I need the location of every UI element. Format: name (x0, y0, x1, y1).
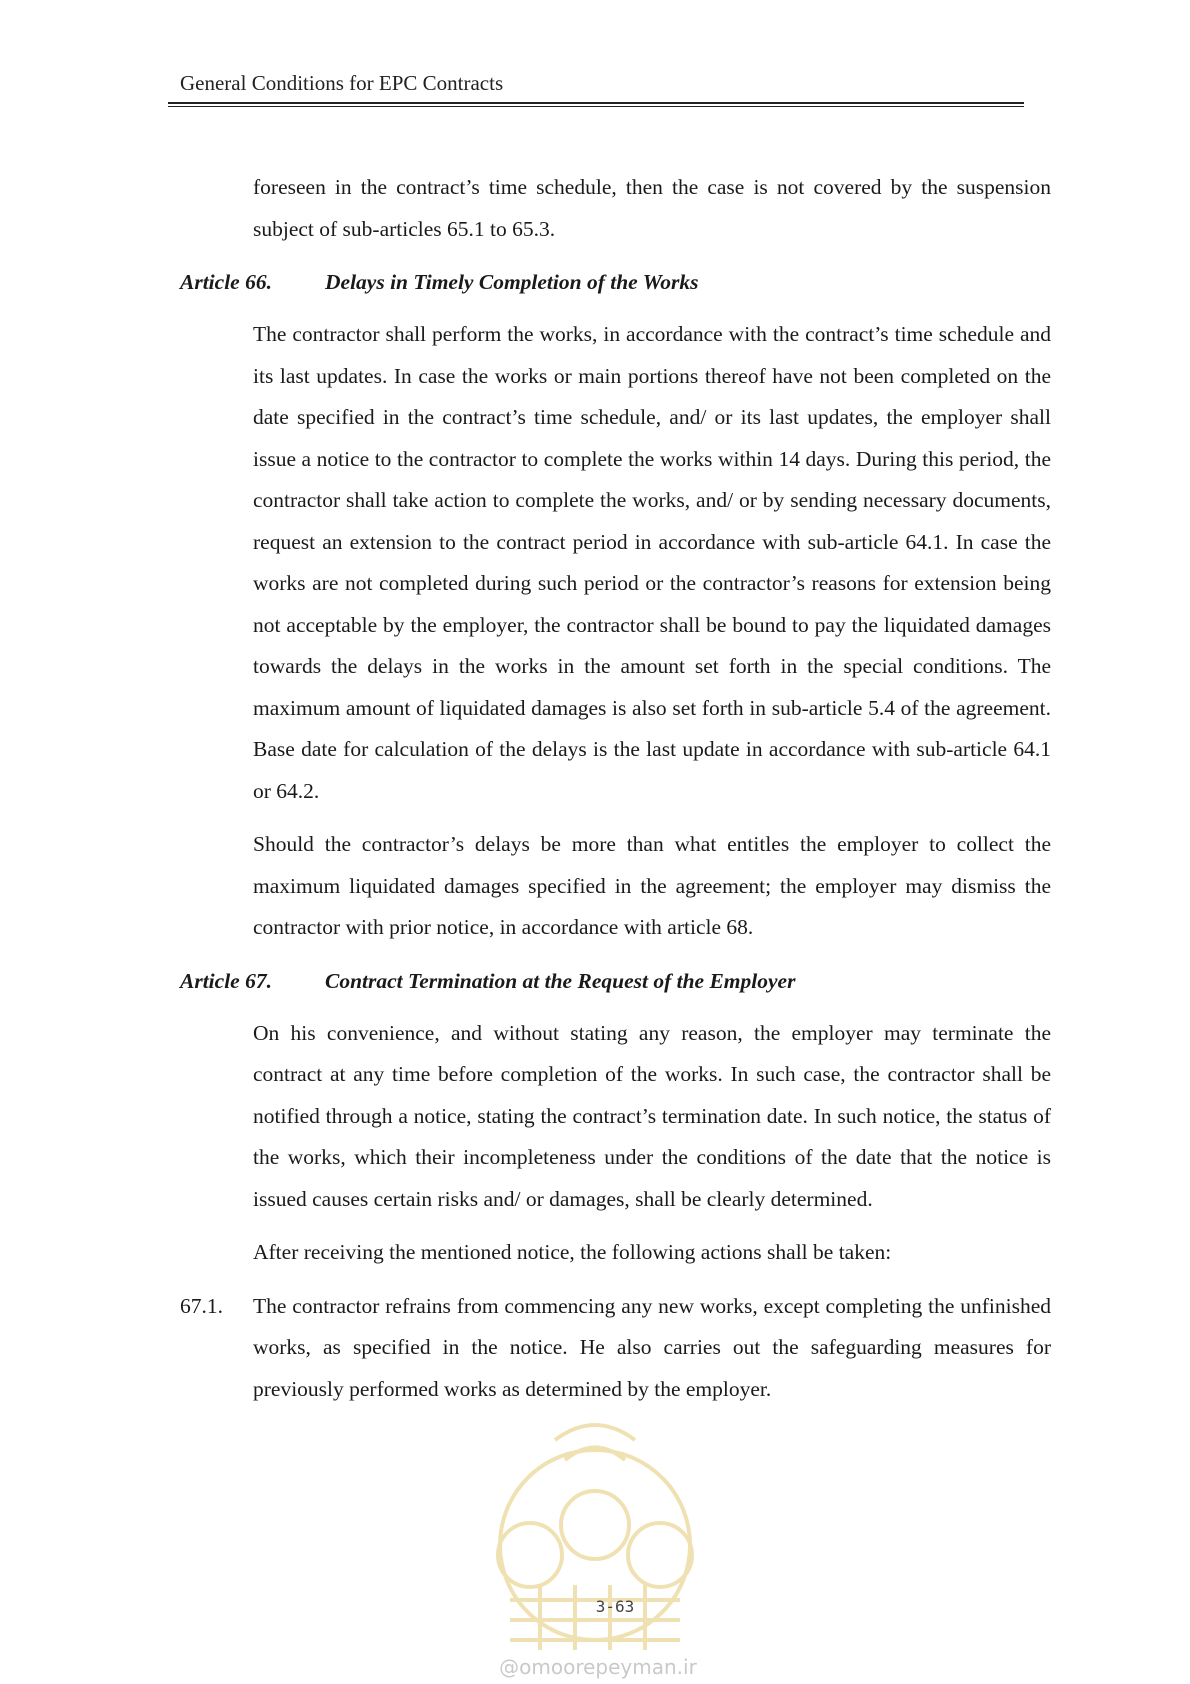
page-header (168, 70, 1024, 107)
header-rule (168, 102, 1024, 104)
article-66-paragraph-2: Should the contractor’s delays be more than what entitles the employer to collect the maximum liquidated damages specified in the agreement; the employer may dismiss the contractor with prior notice, in accordance with article 68. (253, 832, 1051, 939)
continuation-paragraph: foreseen in the contract’s time schedule, then the case is not covered by the suspension subject of sub-articles 65.1 to 65.3. (253, 175, 1051, 241)
article-66-heading (180, 262, 1051, 302)
watermark-text: @omoorepeyman.ir (499, 1655, 697, 1679)
subarticle-number: 67.1. (180, 1293, 223, 1318)
article-67-heading (180, 961, 1051, 1001)
header-rule-thin (168, 106, 1024, 107)
article-67-paragraph-2: After receiving the mentioned notice, the following actions shall be taken: (253, 1240, 892, 1264)
watermark-seal-icon (470, 1405, 720, 1660)
article-67-paragraph-1: On his convenience, and without stating any reason, the employer may terminate the contract at any time before completion of the works. In such case, the contractor shall be notified through a notice, stating the contract’s termination date. In such notice, the status of the works, which their incompleteness under the conditions of the date that the notice is issued causes certain risks and/ or damages, shall be clearly determined. (253, 1020, 1051, 1211)
article-number: Article 66. (180, 270, 272, 294)
subarticle-67-1 (180, 1286, 1051, 1411)
article-number: Article 67. (180, 968, 272, 993)
header-title: General Conditions for EPC Contracts (180, 71, 504, 95)
document-body (180, 167, 1051, 1422)
article-66-paragraph-1: The contractor shall perform the works, in accordance with the contract’s time schedule and its last updates. In case the works or main portions thereof have not been completed on the date specified in the contract’s time schedule, and/ or its last updates, the employer shall issue a notice to the contractor to complete the works within 14 days. During this period, the contractor shall take action to complete the works, and/ or by sending necessary documents, request an extension to the contract period in accordance with sub-article 64.1. In case the works are not completed during such period or the contractor’s reasons for extension being not acceptable by the employer, the contractor shall be bound to pay the liquidated damages towards the delays in the works in the amount set forth in the special conditions. The maximum amount of liquidated damages is also set forth in sub-article 5.4 of the agreement. Base date for calculation of the delays is the last update in accordance with sub-article 64.1 or 64.2. (253, 322, 1051, 803)
subarticle-text: The contractor refrains from commencing any new works, except completing the unfinished works, as specified in the notice. He also carries out the safeguarding measures for previously performed works as determined by the employer. (253, 1293, 1051, 1401)
page-number: 3-63 (595, 1597, 635, 1616)
article-title: Delays in Timely Completion of the Works (325, 270, 699, 294)
article-title: Contract Termination at the Request of the Employer (325, 968, 796, 993)
